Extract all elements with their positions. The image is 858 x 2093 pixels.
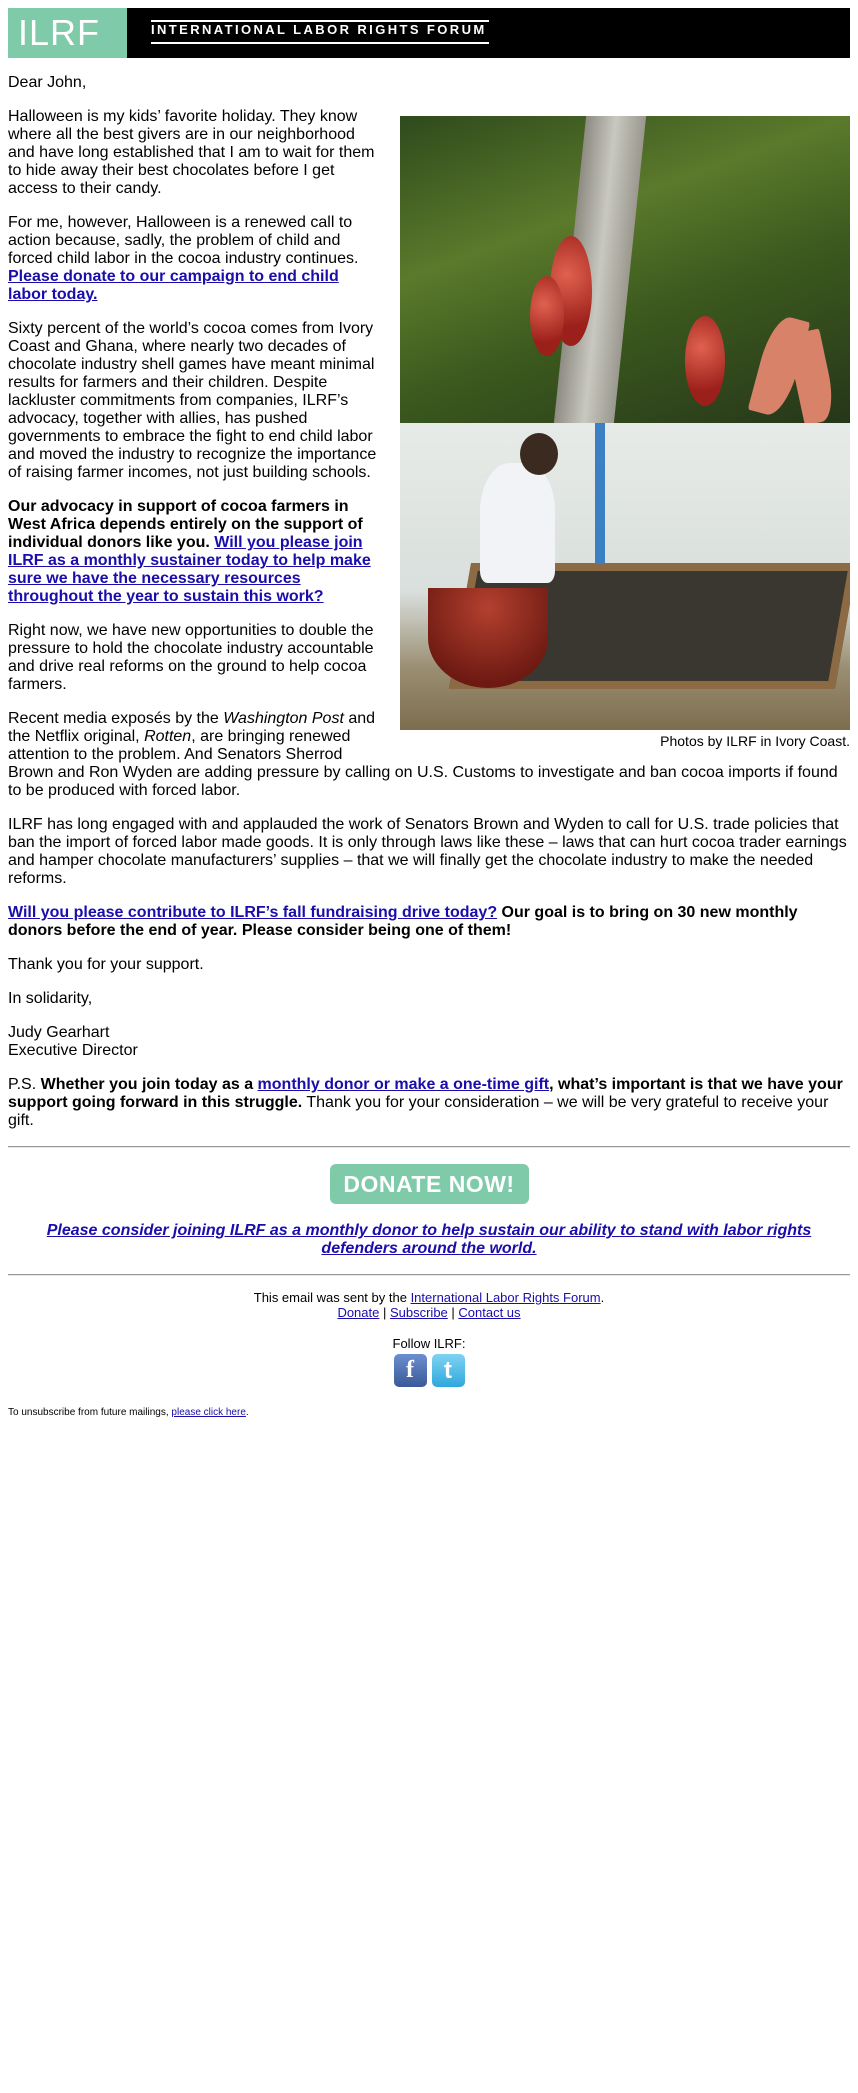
closing-line: In solidarity, — [8, 990, 93, 1007]
donate-now-button[interactable]: DONATE NOW! — [330, 1164, 529, 1204]
fall-drive-link[interactable] — [8, 904, 497, 921]
rotten-title: Rotten — [144, 728, 192, 745]
donate-campaign-link[interactable] — [8, 268, 339, 303]
donate-button-wrap — [8, 1164, 850, 1204]
link-separator: | — [447, 1305, 459, 1320]
monthly-or-one-time-gift-link[interactable] — [258, 1076, 550, 1093]
twitter-icon[interactable]: t — [432, 1354, 465, 1387]
cocoa-pods-photo — [400, 116, 850, 423]
paragraph-6-b: and the Netflix original, — [8, 710, 376, 745]
signer-title: Executive Director — [8, 1042, 138, 1059]
paragraph-8 — [8, 904, 850, 940]
sent-by-text: This email was sent by the — [253, 1290, 411, 1305]
paragraph-3: Sixty percent of the world’s cocoa comes from Ivory Coast and Ghana, where nearly two decades of chocolate industry shell games have meant minimal results for farmers and their children. Despite lackluster commitments from companies, ILRF’s advocacy, together with allies, has pushed governments to embrace the fight to end child labor and moved the industry to recognize the importance of raising farmer incomes, not just building schools. — [8, 320, 377, 481]
monthly-donor-appeal — [8, 1222, 850, 1258]
cocoa-pod-shape — [530, 276, 564, 356]
photo-caption: Photos by ILRF in Ivory Coast. — [660, 733, 850, 749]
unsubscribe-line — [8, 1407, 850, 1419]
monthly-sustainer-link-text: Will you please join ILRF as a monthly sustainer today to help make sure we have the necessary resources throughout the year to sustain this work? — [8, 534, 371, 605]
signer-name: Judy Gearhart — [8, 1024, 110, 1041]
cocoa-drying-photo — [400, 423, 850, 730]
paragraph-6-a: Recent media exposés by the — [8, 710, 224, 727]
logo-text: ILRF — [18, 12, 101, 53]
paragraph-5: Right now, we have new opportunities to double the pressure to hold the chocolate industry accountable and drive real reforms on the ground to help cocoa farmers. — [8, 622, 374, 693]
ps-link-text: monthly donor or make a one-time gift — [257, 1076, 550, 1093]
monthly-donor-appeal-link[interactable]: Please consider joining ILRF as a monthly donor to help sustain our ability to stand with labor rights defenders around the world. — [46, 1222, 812, 1257]
paragraph-4-text: Our advocacy in support of cocoa farmers in West Africa depends entirely on the support of individual donors like you. — [8, 498, 363, 551]
org-name-banner: INTERNATIONAL LABOR RIGHTS FORUM — [151, 22, 487, 37]
paragraph-7: ILRF has long engaged with and applauded the work of Senators Brown and Wyden to call for U.S. trade policies that ban the import of forced labor made goods. It is only through laws like these – laws that can hurt cocoa trader earnings and hamper chocolate manufacturers’ supplies – that we will finally get the chocolate industry to make the needed reforms. — [8, 816, 847, 887]
divider-bottom — [8, 1274, 850, 1276]
thanks-line: Thank you for your support. — [8, 956, 204, 973]
paragraph-2-text: For me, however, Halloween is a renewed call to action because, sadly, the problem of child and forced child labor in the cocoa industry continues. — [8, 214, 359, 267]
donate-campaign-link-text: Please donate to our campaign to end child labor today. — [8, 268, 339, 303]
sent-by-period: . — [600, 1290, 605, 1305]
leaf-shape — [786, 328, 838, 423]
sent-by-line — [8, 1290, 850, 1305]
divider-top — [8, 1146, 850, 1148]
footer-links — [8, 1305, 850, 1320]
ps-tail: Thank you for your consideration – we will be very grateful to receive your gift. — [8, 1094, 829, 1129]
washington-post-title: Washington Post — [223, 710, 344, 727]
unsubscribe-link[interactable]: please click here — [171, 1407, 246, 1418]
signature — [8, 1024, 850, 1060]
footer-subscribe-link[interactable]: Subscribe — [389, 1305, 448, 1320]
greeting: Dear John, — [8, 74, 87, 91]
ps-prefix: P.S. — [8, 1076, 41, 1093]
footer-donate-link[interactable]: Donate — [337, 1305, 380, 1320]
photo-block — [400, 116, 850, 749]
ilrf-org-link[interactable]: International Labor Rights Forum — [410, 1290, 601, 1305]
unsubscribe-period: . — [245, 1407, 249, 1418]
paragraph-6-c: , are bringing renewed attention to the problem. And Senators Sherrod Brown and Ron Wyden are adding pressure by calling on U.S. Customs to investigate and ban cocoa imports if found to be produced with forced labor. — [8, 728, 838, 799]
ilrf-logo[interactable] — [8, 8, 127, 58]
footer-contact-link[interactable]: Contact us — [458, 1305, 521, 1320]
fall-drive-link-text: Will you please contribute to ILRF’s fall fundraising drive today? — [8, 904, 498, 921]
follow-label: Follow ILRF: — [392, 1336, 466, 1351]
email-container — [8, 8, 850, 1419]
worker-shape — [480, 463, 555, 583]
footer — [8, 1290, 850, 1320]
red-basin-shape — [428, 588, 548, 688]
facebook-icon[interactable]: f — [394, 1354, 427, 1387]
paragraph-1: Halloween is my kids’ favorite holiday. They know where all the best givers are in our neighborhood and have long established that I am to wait for them to hide away their best chocolates before I get access to their candy. — [8, 108, 375, 197]
social-icons — [8, 1354, 850, 1387]
ps-bold-b: , what’s important is that we have your support going forward in this struggle. — [8, 1076, 843, 1111]
worker-head-shape — [520, 433, 558, 475]
brand-line-bottom — [151, 42, 489, 44]
link-separator: | — [379, 1305, 390, 1320]
paragraph-8-text: Our goal is to bring on 30 new monthly donors before the end of year. Please consider being one of them! — [8, 904, 798, 939]
header-banner — [8, 8, 850, 58]
postscript — [8, 1076, 850, 1130]
cocoa-pod-shape — [685, 316, 725, 406]
unsubscribe-text: To unsubscribe from future mailings, — [8, 1407, 172, 1418]
ps-bold-a: Whether you join today as a — [40, 1076, 258, 1093]
